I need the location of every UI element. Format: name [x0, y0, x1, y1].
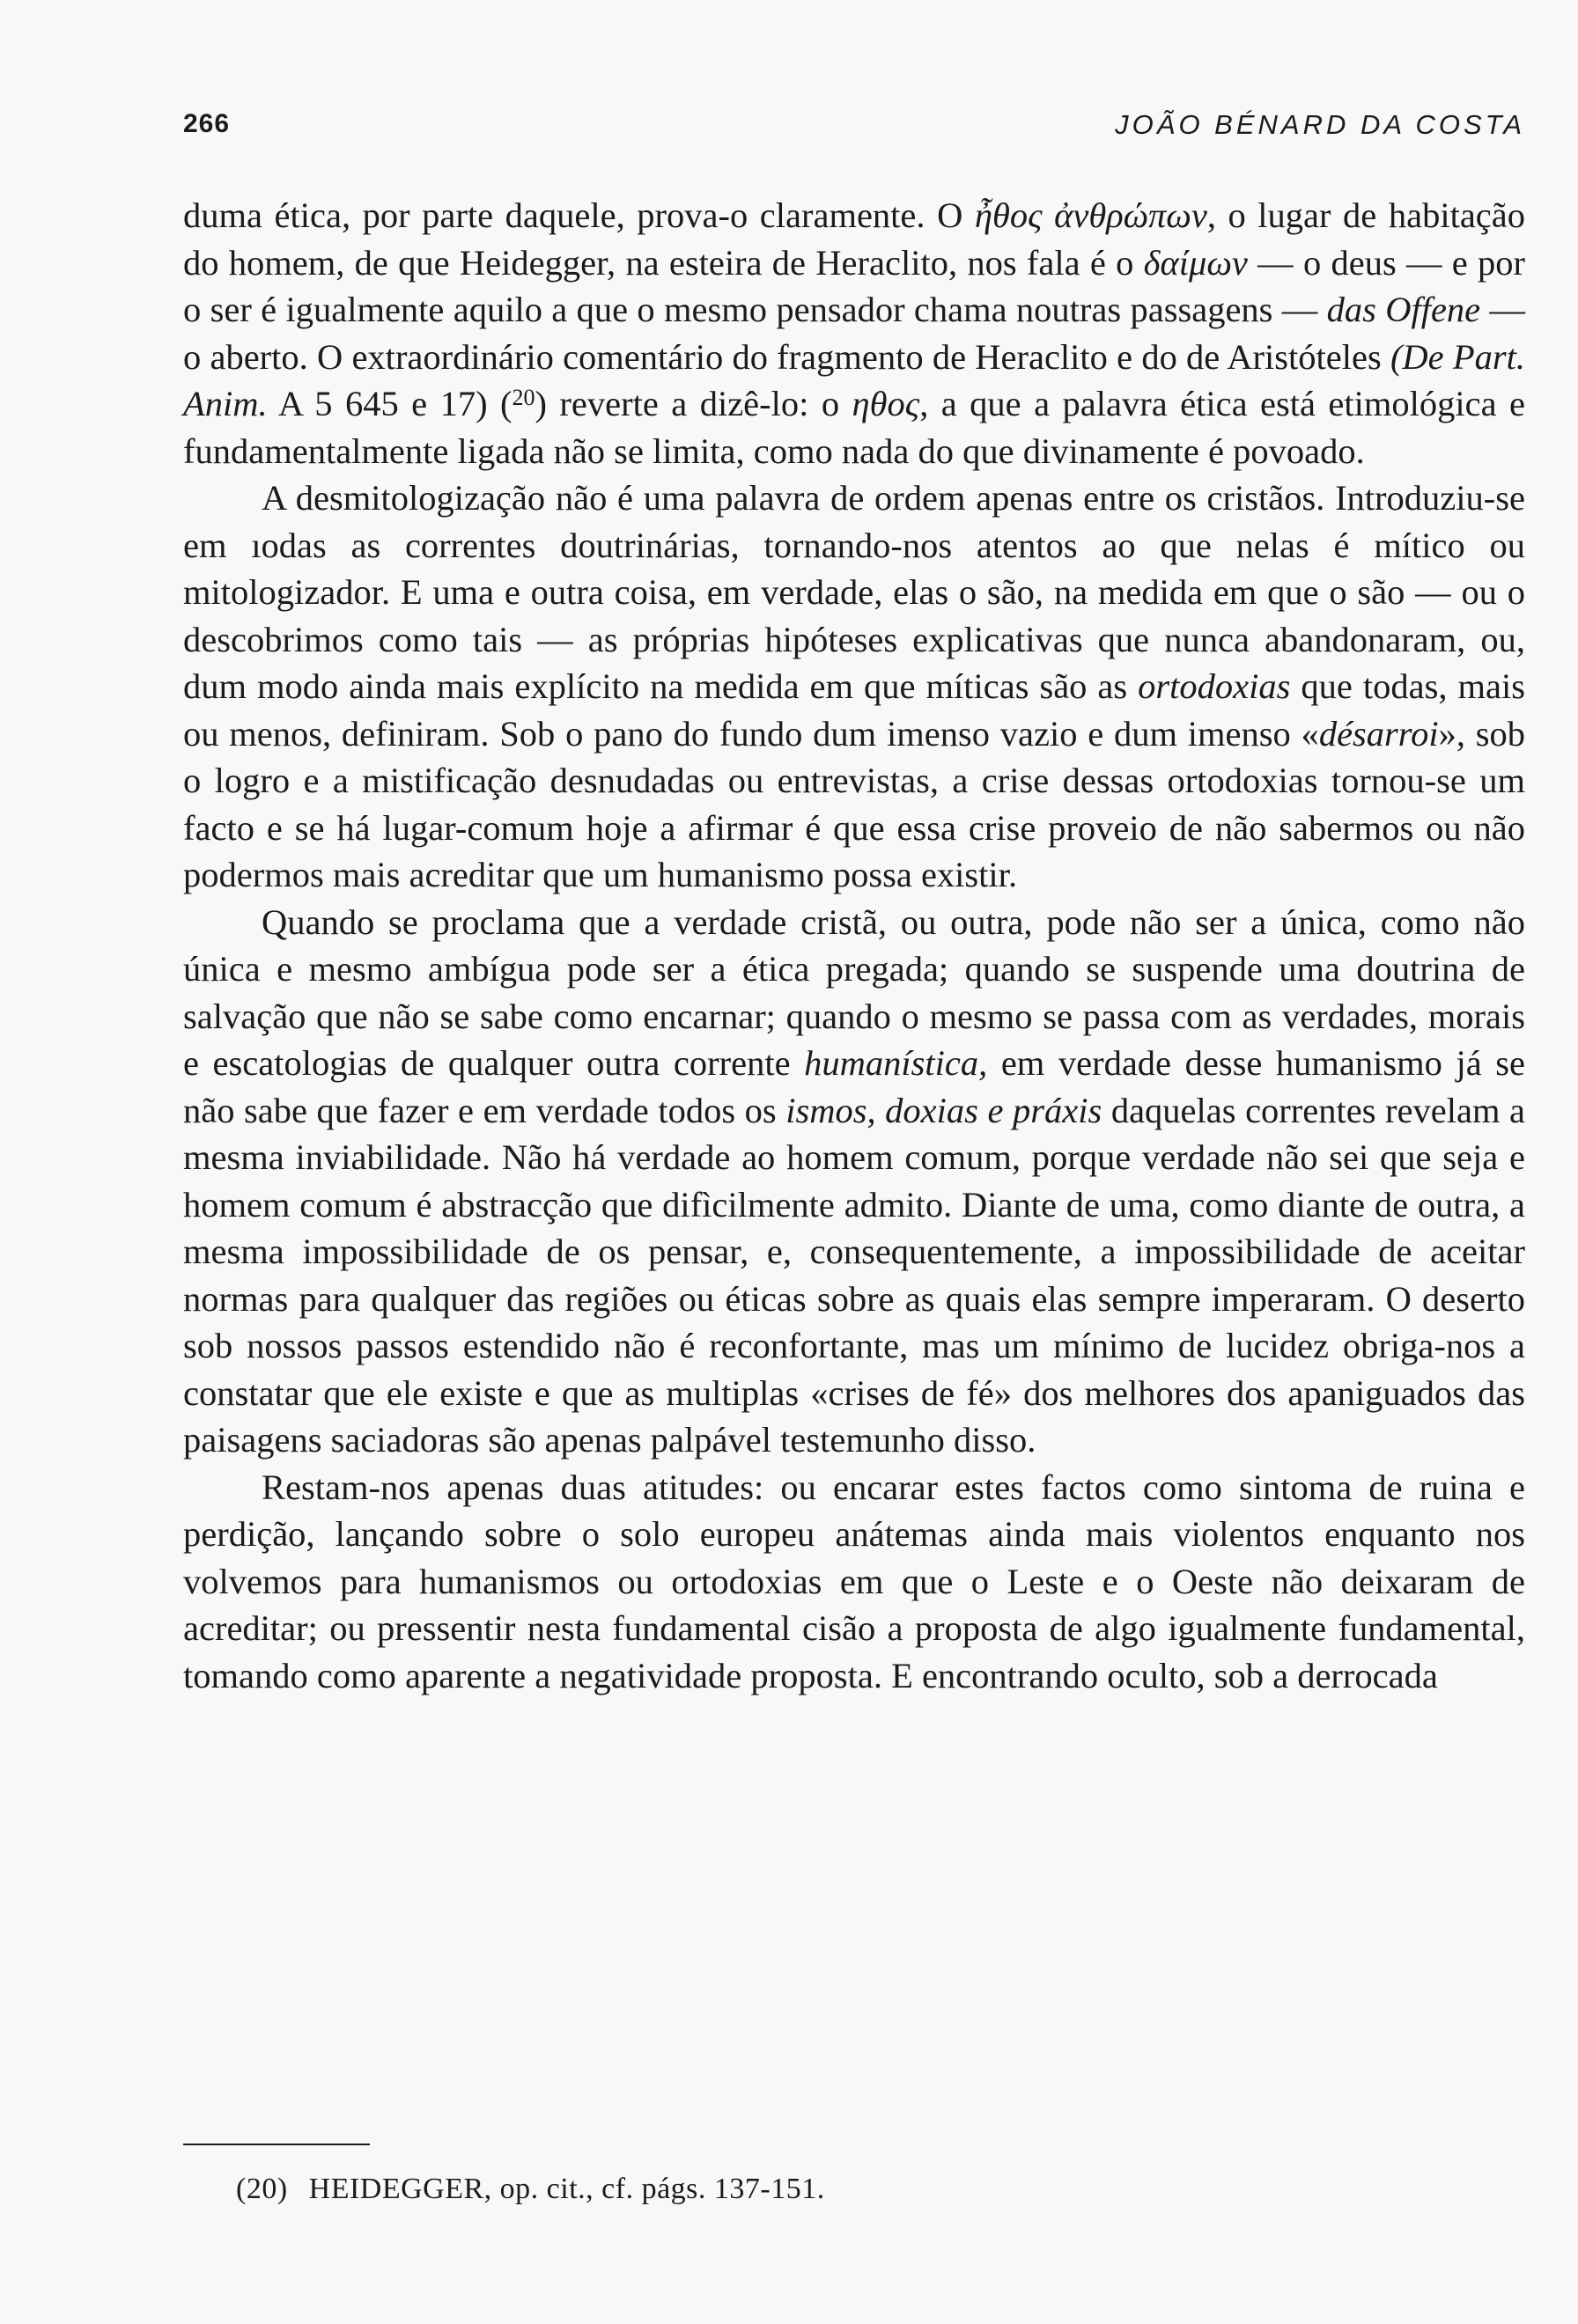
text-run: Quando se proclama que a verdade cristã, ou outra, pode não ser a única, como não única e mesmo ambígua pode ser a ética pregada; quando se suspende uma doutrina de salvação que não se sabe como encarnar; quando o mesmo se passa com as verdades, morais e escatologias de qualquer outra corrente [183, 901, 1525, 1083]
italic-text: δαίμων [1143, 242, 1248, 283]
italic-text: ismos, doxias e práxis [785, 1090, 1102, 1130]
footnote-marker: (20) [236, 2173, 288, 2205]
text-run: A desmitologização não é uma palavra de ordem apenas entre os cristãos. Introduziu-se em ıodas as correntes doutrinárias, tornando-nos atentos ao que nelas é mítico ou mitologizador. E uma e outra coisa, em verdade, elas o são, na medida em que o são — ou o descobrimos como tais — as próprias hipóteses explicativas que nunca abandonaram, ou, dum modo ainda mais explícito na medida em que míticas são as [183, 478, 1525, 706]
italic-text: ortodoxias [1138, 666, 1291, 706]
paragraph [183, 474, 1525, 899]
page-number: 266 [183, 109, 231, 138]
page-header [183, 109, 1525, 153]
paragraph [183, 899, 1525, 1464]
text-run: ) reverte a dizê-lo: o [535, 384, 852, 423]
text-run: — o aberto. O extraordinário comentário do fragmento de Heraclito e do de Aristóteles [183, 290, 1526, 377]
italic-text: das Offene [1326, 290, 1481, 329]
text-run: que todas, mais ou menos, definiram. Sob o pano do fundo dum imenso vazio e dum imenso « [183, 666, 1525, 754]
text-run: daquelas correntes revelam a mesma inviabilidade. Não há verdade ao homem comum, porque verdade não sei que seja e homem comum é abstracção que difìcilmente admito. Diante de uma, como diante de outra, a mesma impossibilidade de os pensar, e, consequentemente, a impossibilidade de aceitar normas para qualquer das regiões ou éticas sobre as quais elas sempre imperaram. O deserto sob nossos passos estendido não é reconfortante, mas um mínimo de lucidez obriga-nos a constatar que ele existe e que as multiplas «crises de fé» dos melhores dos apaniguados das paisagens saciadoras são apenas palpável testemunho disso. [183, 1090, 1525, 1460]
footnote [236, 2170, 1522, 2209]
running-head: JOÃO BÉNARD DA COSTA [1115, 109, 1525, 140]
paragraph [183, 192, 1525, 474]
footnote-text: HEIDEGGER, op. cit., cf. págs. 137-151. [308, 2173, 825, 2205]
italic-text: désarroi [1318, 713, 1439, 754]
text-run: , a que a palavra ética está etimológica e fundamentalmente ligada não se limita, como nada do que divinamente é povoado. [183, 384, 1525, 471]
text-run: duma ética, por parte daquele, prova-o claramente. O [183, 195, 975, 235]
text-run: — o deus — e por o ser é igualmente aquilo a que o mesmo pensador chama noutras passagens — [183, 242, 1526, 329]
text-run: em verdade desse humanismo já se não sabe que fazer e em verdade todos os [183, 1043, 1525, 1130]
body-text [183, 192, 1525, 1699]
text-run: », sob o logro e a mistificação desnudadas ou entrevistas, a crise dessas ortodoxias tornou-se um facto e se há lugar-comum hoje a afirmar é que essa crise proveio de não sabermos ou não podermos mais acreditar que um humanismo possa existir. [183, 713, 1525, 894]
paragraph [183, 1464, 1525, 1700]
text-run: A 5 645 e 17) ( [267, 384, 512, 423]
italic-text: ἦθος ἀνθρώπων [974, 195, 1207, 235]
italic-text: (De Part. Anim. [183, 336, 1525, 423]
footnote-reference: 20 [512, 385, 535, 410]
italic-text: ηθος [852, 384, 920, 423]
text-run: , o lugar de habitação do homem, de que Heidegger, na esteira de Heraclito, nos fala é o [183, 195, 1525, 283]
italic-text: humanística, [804, 1043, 988, 1083]
footnote-divider [183, 2144, 370, 2145]
text-run: Restam-nos apenas duas atitudes: ou encarar estes factos como sintoma de ruina e perdição, lançando sobre o solo europeu anátemas ainda mais violentos enquanto nos volvemos para humanismos ou ortodoxias em que o Leste e o Oeste não deixaram de acreditar; ou pressentir nesta fundamental cisão a proposta de algo igualmente fundamental, tomando como aparente a negatividade proposta. E encontrando oculto, sob a derrocada [183, 1467, 1525, 1695]
